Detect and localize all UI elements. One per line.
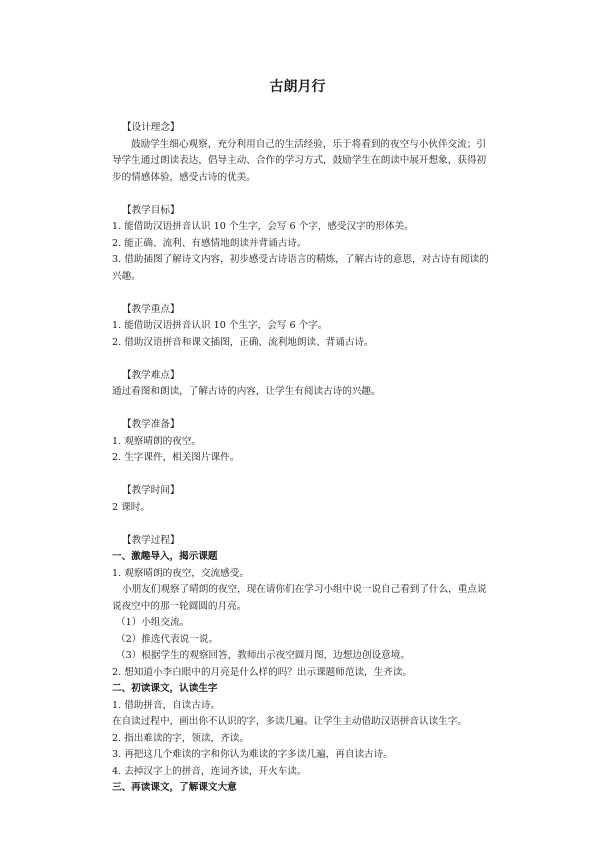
process-s1-line-6: 2. 想知道小李白眼中的月亮是什么样的吗？出示课题师范读，生齐读。 xyxy=(112,666,413,678)
process-s1-line-5: （3）根据学生的观察回答，教师出示夜空圆月图，边想边创设意境。 xyxy=(116,650,410,661)
process-s1-line-4: （2）推选代表说一说。 xyxy=(116,633,219,645)
page-title: 古朗月行 xyxy=(269,79,326,95)
process-s2-line-3: 2. 指出难读的字，领读，齐读。 xyxy=(112,732,249,744)
process-section-1-title: 一、激趣导入，揭示课题 xyxy=(112,551,218,562)
time-text: 2 课时。 xyxy=(112,501,150,513)
process-s1-line-2: 小朋友们观察了晴朗的夜空，现在请你们在学习小组中说一说自己看到了什么，重点说说夜空中的那一轮圆圆的月亮。 xyxy=(112,584,487,612)
process-s1-line-3: （1）小组交流。 xyxy=(116,617,190,628)
difficulty-text: 通过看图和朗读，了解古诗的内容，让学生有阅读古诗的兴趣。 xyxy=(112,386,381,397)
keypoint-item-2: 2. 借助汉语拼音和课文插图，正确、流利地朗读、背诵古诗。 xyxy=(112,336,374,348)
goal-item-3: 3. 借助插图了解诗文内容，初步感受古诗语言的精炼，了解古诗的意思，对古诗有阅读的兴趣。 xyxy=(112,254,489,282)
prep-heading: 【教学准备】 xyxy=(122,419,180,430)
process-s2-line-4: 3. 再把这几个难读的字和你认为难读的字多读几遍，再自读古诗。 xyxy=(112,749,393,760)
process-section-3-title: 三、再读课文，了解课文大意 xyxy=(112,782,237,793)
keypoints-heading: 【教学重点】 xyxy=(122,303,180,315)
document-body xyxy=(112,120,492,797)
time-heading: 【教学时间】 xyxy=(122,485,180,496)
process-section-2-title: 二、初读课文，认读生字 xyxy=(112,683,218,694)
design-heading: 【设计理念】 xyxy=(122,122,180,133)
goal-item-2: 2. 能正确、流利、有感情地朗读并背诵古诗。 xyxy=(112,237,307,249)
prep-item-2: 2. 生字课件，相关图片课件。 xyxy=(112,452,240,463)
difficulty-heading: 【教学难点】 xyxy=(122,369,180,381)
goals-heading: 【教学目标】 xyxy=(122,204,180,216)
process-heading: 【教学过程】 xyxy=(122,534,180,546)
design-paragraph: 鼓励学生细心观察，充分利用自己的生活经验，乐于将看到的夜空与小伙伴交流；引导学生通过朗读表达，倡导主动、合作的学习方式，鼓励学生在朗读中展开想象，获得初步的情感体验，感受古诗的优美。 xyxy=(112,138,487,183)
process-s2-line-1: 1. 借助拼音，自读古诗。 xyxy=(112,699,221,711)
process-s1-line-1: 1. 观察晴朗的夜空，交流感受。 xyxy=(112,567,249,579)
process-s2-line-2: 在自读过程中，画出你不认识的字，多读几遍。让学生主动借助汉语拼音认读生字。 xyxy=(112,716,467,727)
process-s2-line-5: 4. 去掉汉字上的拼音，连词齐读，开火车读。 xyxy=(112,765,307,777)
keypoint-item-1: 1. 能借助汉语拼音认识 10 个生字，会写 6 个字。 xyxy=(112,320,328,331)
goal-item-1: 1. 能借助汉语拼音认识 10 个生字，会写 6 个字，感受汉字的形体美。 xyxy=(112,221,414,232)
prep-item-1: 1. 观察晴朗的夜空。 xyxy=(112,435,201,447)
